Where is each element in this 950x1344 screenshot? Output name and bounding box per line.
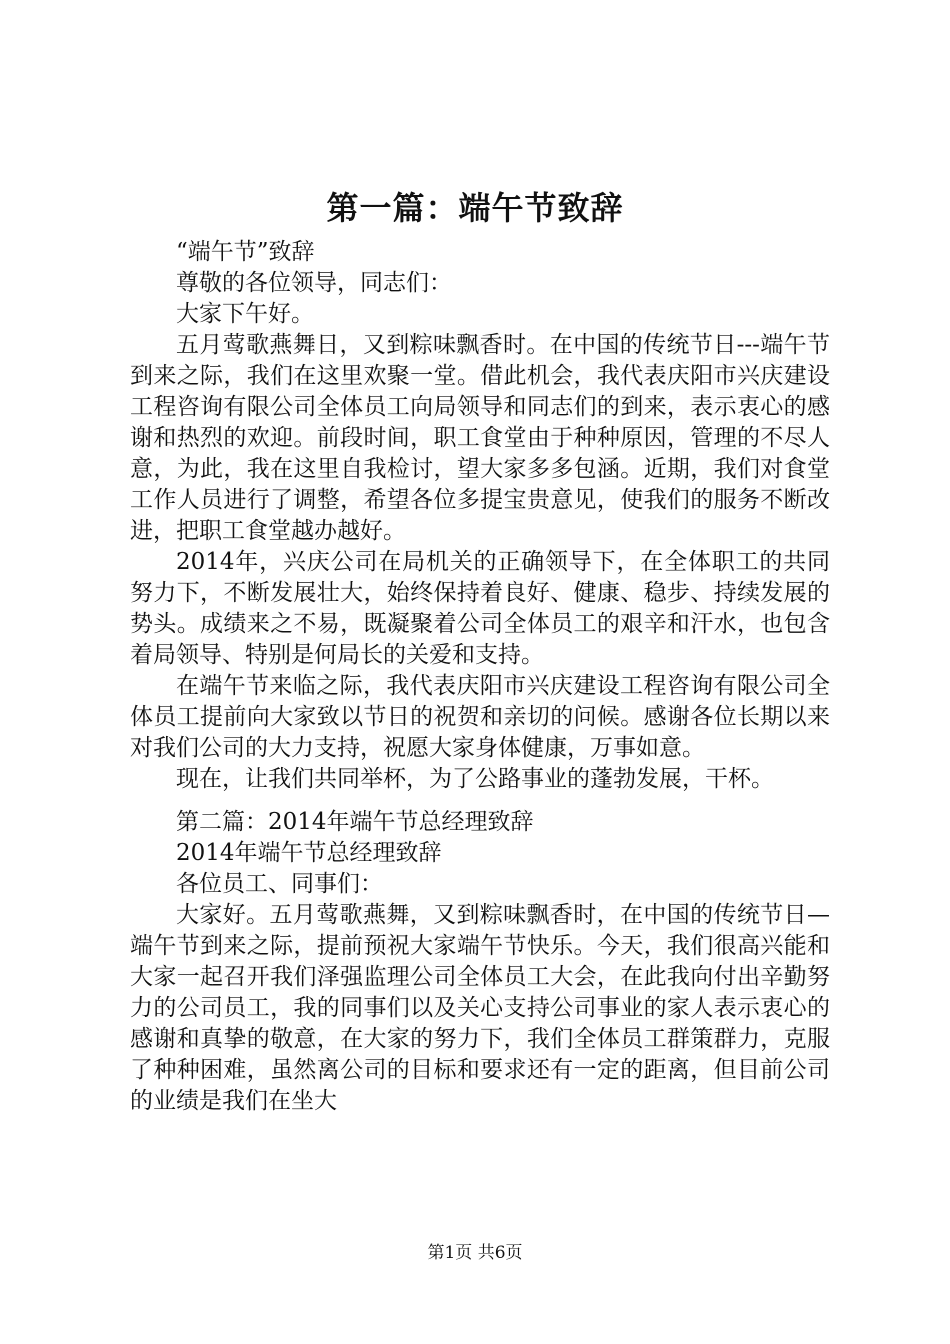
paragraph: “端午节”致辞 bbox=[176, 239, 315, 265]
section-heading: 第二篇：2014年端午节总经理致辞 bbox=[176, 809, 534, 835]
document-title: 第一篇：端午节致辞 bbox=[326, 189, 624, 227]
paragraph: 大家下午好。 bbox=[176, 301, 314, 327]
paragraph: 大家好。五月莺歌燕舞，又到粽味飘香时，在中国的传统节日—端午节到来之际，提前预祝大家端午节快乐。今天，我们很高兴能和大家一起召开我们泽强监理公司全体员工大会，在此我向付出辛勤努力的公司员工，我的同事们以及关心支持公司事业的家人表示衷心的感谢和真挚的敬意，在大家的努力下，我们全体员工群策群力，克服了种种困难，虽然离公司的目标和要求还有一定的距离，但目前公司的业绩是我们在坐大 bbox=[130, 902, 830, 1114]
paragraph: 2014年，兴庆公司在局机关的正确领导下，在全体职工的共同努力下，不断发展壮大，始终保持着良好、健康、稳步、持续发展的势头。成绩来之不易，既凝聚着公司全体员工的艰辛和汗水，也包含着局领导、特别是何局长的关爱和支持。 bbox=[130, 549, 830, 668]
document-body bbox=[130, 237, 830, 1117]
paragraph: 在端午节来临之际，我代表庆阳市兴庆建设工程咨询有限公司全体员工提前向大家致以节日的祝贺和亲切的问候。感谢各位长期以来对我们公司的大力支持，祝愿大家身体健康，万事如意。 bbox=[130, 673, 830, 761]
paragraph: 五月莺歌燕舞日，又到粽味飘香时。在中国的传统节日---端午节到来之际，我们在这里欢聚一堂。借此机会，我代表庆阳市兴庆建设工程咨询有限公司全体员工向局领导和同志们的到来，表示衷心的感谢和热烈的欢迎。前段时间，职工食堂由于种种原因，管理的不尽人意，为此，我在这里自我检讨，望大家多多包涵。近期，我们对食堂工作人员进行了调整，希望各位多提宝贵意见，使我们的服务不断改进，把职工食堂越办越好。 bbox=[130, 332, 830, 544]
paragraph: 各位员工、同事们： bbox=[176, 871, 383, 897]
page-number-footer: 第1页 共6页 bbox=[427, 1243, 523, 1263]
paragraph: 尊敬的各位领导，同志们： bbox=[176, 270, 452, 296]
paragraph: 现在，让我们共同举杯，为了公路事业的蓬勃发展，干杯。 bbox=[176, 766, 774, 792]
paragraph: 2014年端午节总经理致辞 bbox=[176, 840, 442, 866]
